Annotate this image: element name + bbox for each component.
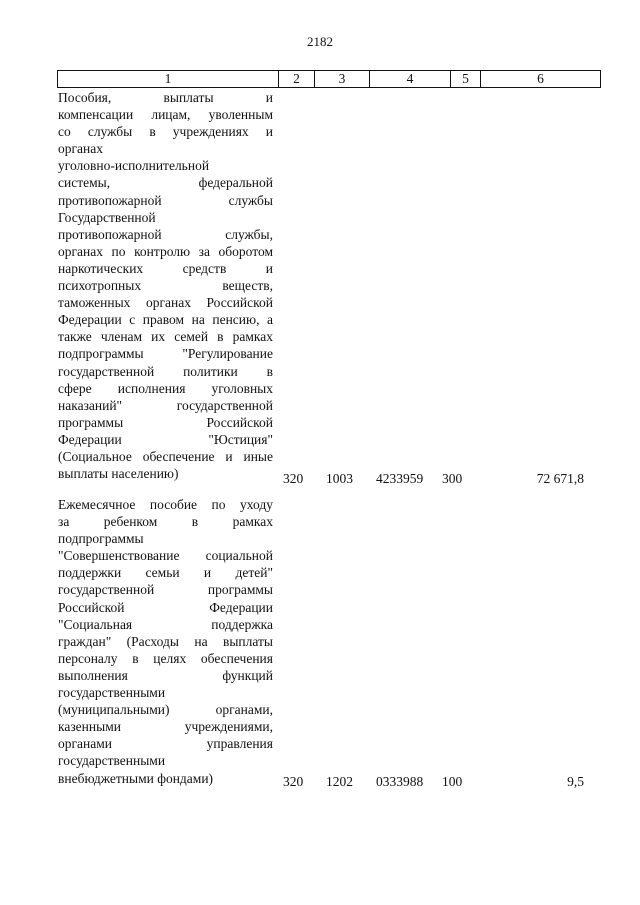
section-code: 1202 (326, 774, 353, 789)
description-line: подпрограммы (58, 531, 144, 547)
description-line: выплаты населению) (58, 466, 179, 482)
amount-value: 72 671,8 (536, 471, 584, 486)
header-col-1: 1 (164, 71, 172, 86)
description-line: поддержки семьи и детей" (58, 565, 273, 581)
description-line: Российской Федерации (58, 599, 273, 615)
description-line: (муниципальными) органами, (58, 702, 273, 718)
description-line: выполнения функций (58, 667, 273, 683)
description-line: уголовно-исполнительной (58, 158, 210, 174)
description-line: внебюджетными фондами) (58, 770, 214, 786)
expense-type-code: 100 (442, 774, 463, 789)
description-line: наркотических средств и (58, 260, 273, 276)
target-article-code: 4233959 (376, 471, 424, 486)
description-line: компенсации лицам, уволенным (58, 107, 273, 123)
description-line: казенными учреждениями, (58, 719, 273, 735)
description-line: противопожарной службы, (58, 226, 273, 242)
description-line: наказаний" государственной (58, 397, 273, 413)
description-line: подпрограммы "Регулирование (58, 346, 273, 362)
description-line: органами управления (58, 736, 273, 752)
description-line: государственными (58, 753, 166, 769)
description-line: сфере исполнения уголовных (58, 380, 273, 396)
description-line: психотропных веществ, (58, 278, 273, 294)
description-line: государственной программы (58, 582, 273, 598)
description-line: органах (58, 141, 103, 157)
header-col-4: 4 (369, 71, 450, 87)
expense-type-code: 300 (442, 471, 463, 486)
description-line: за ребенком в рамках (58, 514, 273, 530)
description-line: Федерации с правом на пенсию, а (58, 312, 273, 328)
table-header-row (57, 70, 601, 88)
admin-code: 320 (283, 774, 304, 789)
header-col-6: 6 (480, 71, 600, 87)
description-line: (Социальное обеспечение и иные (58, 448, 273, 464)
description-line: Ежемесячное пособие по уходу (58, 497, 273, 512)
description-line: таможенных органах Российской (58, 295, 273, 311)
description-line: Пособия, выплаты и (58, 90, 273, 105)
description-line: государственной политики в (58, 363, 273, 379)
description-line: программы Российской (58, 414, 273, 430)
header-col-2: 2 (278, 71, 314, 87)
admin-code: 320 (283, 471, 304, 486)
row-description (58, 496, 273, 787)
description-line: также членам их семей в рамках (58, 329, 273, 345)
section-code: 1003 (326, 471, 353, 486)
page-number: 2182 (307, 34, 333, 49)
description-line: Государственной (58, 209, 156, 225)
description-line: персоналу в целях обеспечения (58, 650, 273, 666)
row-description (58, 89, 273, 482)
description-line: граждан" (Расходы на выплаты (58, 633, 273, 649)
header-col-5: 5 (450, 71, 480, 87)
description-line: государственными (58, 685, 166, 701)
description-line: противопожарной службы (58, 192, 273, 208)
target-article-code: 0333988 (376, 774, 424, 789)
description-line: "Социальная поддержка (58, 616, 273, 632)
description-line: со службы в учреждениях и (58, 124, 273, 140)
description-line: Федерации "Юстиция" (58, 431, 273, 447)
description-line: "Совершенствование социальной (58, 548, 273, 564)
description-line: органах по контролю за оборотом (58, 243, 273, 259)
description-line: системы, федеральной (58, 175, 273, 191)
amount-value: 9,5 (567, 774, 584, 789)
header-col-3: 3 (314, 71, 369, 87)
